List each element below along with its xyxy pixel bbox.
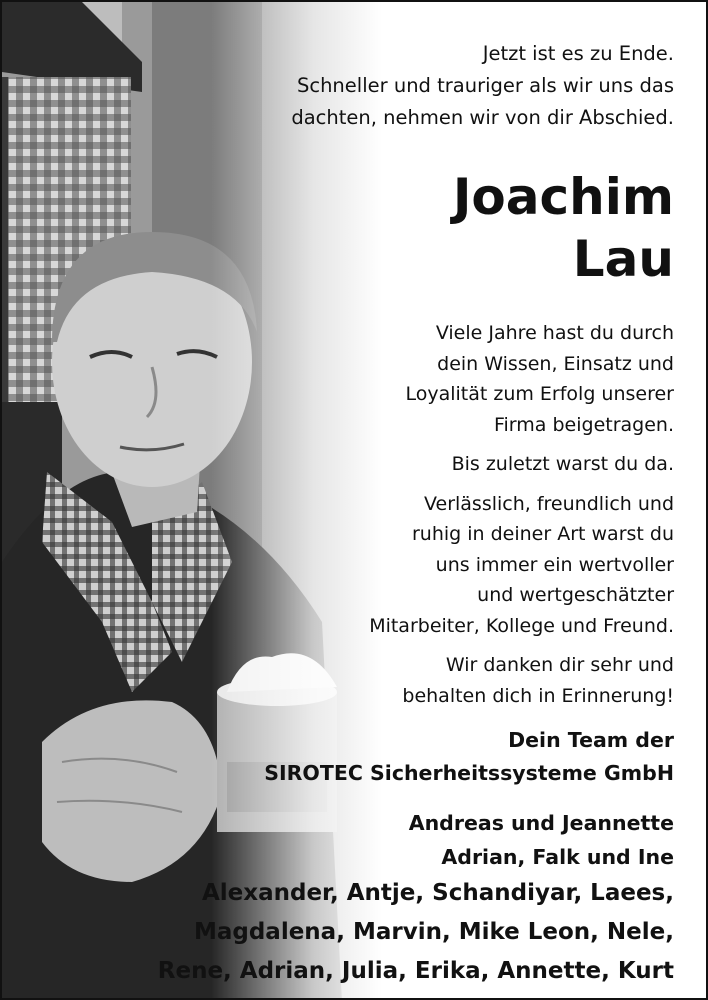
last-name: Lau (572, 230, 674, 288)
text-line: uns immer ein wertvoller (435, 553, 674, 576)
text-line: Firma beigetragen. (493, 413, 674, 436)
intro-line: dachten, nehmen wir von dir Abschied. (291, 106, 674, 129)
deceased-name (453, 166, 674, 290)
paragraph-character (369, 489, 674, 642)
paragraph-contribution (369, 318, 674, 440)
text-line: und wertgeschätzter (477, 584, 674, 606)
text-line: dein Wissen, Einsatz und (437, 352, 674, 375)
text-line: Viele Jahre hast du durch (435, 322, 674, 344)
text-line: Wir danken dir sehr und (445, 654, 674, 676)
first-name: Joachim (452, 168, 674, 226)
team-signature (264, 724, 674, 790)
paragraph-thanks (369, 650, 674, 711)
colleagues-line: Magdalena, Marvin, Mike Leon, Nele, (193, 919, 674, 945)
intro-text (291, 38, 674, 134)
text-line: Bis zuletzt warst du da. (451, 453, 674, 475)
text-line: ruhig in deiner Art warst du (411, 523, 674, 545)
signatory-line: Andreas und Jeannette (408, 811, 674, 835)
company-name: SIROTEC Sicherheitssysteme GmbH (264, 761, 674, 785)
signatories-list (158, 806, 674, 991)
paragraph-until-end (369, 449, 674, 480)
tribute-text (369, 318, 674, 720)
intro-line: Schneller und trauriger als wir uns das (296, 74, 674, 97)
signatory-line: Adrian, Falk und Ine (441, 845, 674, 869)
colleagues-line: Rene, Adrian, Julia, Erika, Annette, Kurt (157, 958, 674, 984)
text-line: Loyalität zum Erfolg unserer (405, 383, 674, 405)
text-line: Mitarbeiter, Kollege und Freund. (369, 614, 674, 637)
intro-line: Jetzt ist es zu Ende. (482, 42, 674, 65)
colleagues-line: Alexander, Antje, Schandiyar, Laees, (201, 880, 674, 906)
team-line: Dein Team der (508, 728, 674, 752)
text-line: behalten dich in Erinnerung! (402, 684, 674, 707)
text-line: Verlässlich, freundlich und (423, 492, 674, 515)
